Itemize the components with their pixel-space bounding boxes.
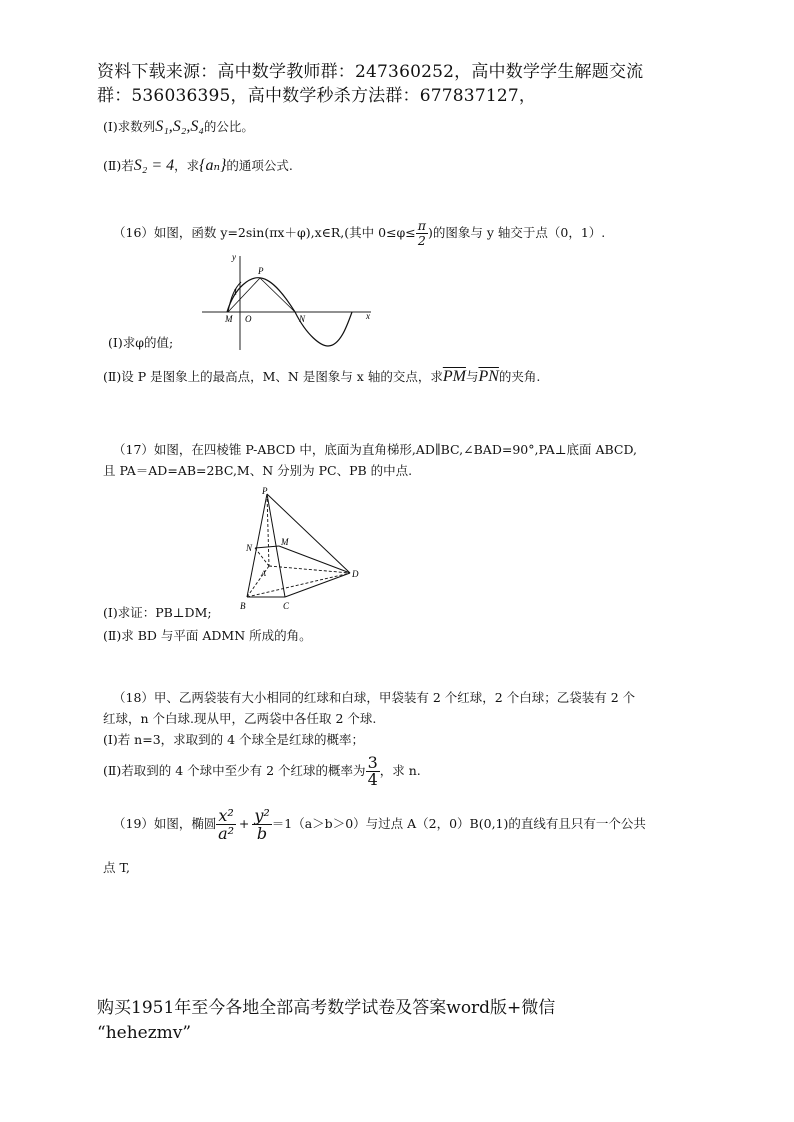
q19-stem: （19）如图，椭圆 $\frac{\text{x²}}{\text{a²}}$ + $\frac{\text{y²}}{b}$ ＝1（a＞b＞0）与过点 A（2，0）B(0,1)的直线有且只有一个公共	[113, 806, 646, 843]
cond-s2: S₂ = 4	[133, 157, 175, 174]
q19-stem-2: 点 T,	[103, 860, 130, 875]
q18-part2: (Ⅱ)若取到的 4 个球中至少有 2 个红球的概率为 $\frac{3}{4}$ ，求 n.	[103, 753, 421, 789]
graph-label-P: P	[258, 266, 264, 276]
q18-part1: (Ⅰ)若 n=3，求取到的 4 个球全是红球的概率；	[103, 732, 365, 747]
q18-frac: $\frac{3}{4}$	[367, 753, 378, 789]
footer-line-2: “hehezmv”	[97, 1023, 192, 1043]
graph-label-1: 1	[233, 287, 238, 297]
vector-pn: $\overline{PN}$	[478, 368, 499, 385]
header-line-2: 群：536036395，高中数学秒杀方法群：677837127，	[97, 86, 537, 106]
q16-part1: (Ⅰ)求φ的值;	[108, 335, 174, 350]
vector-pm: $\overline{PM}$	[442, 368, 466, 385]
q17-part1: (Ⅰ)求证：PB⊥DM;	[103, 605, 212, 620]
seq-s124: S₁,S₂,S₄	[155, 118, 204, 135]
q16-part2: (Ⅱ)设 P 是图象上的最高点，M、N 是图象与 x 轴的交点，求$\overline{PM}$与$\overline{PN}$的夹角.	[103, 368, 541, 385]
fig-label-P: P	[262, 486, 268, 496]
q17-part2: (Ⅱ)求 BD 与平面 ADMN 所成的角。	[103, 628, 312, 643]
fig-label-N: N	[246, 543, 253, 553]
graph-label-y: y	[232, 252, 236, 262]
q18-stem-1: （18）甲、乙两袋装有大小相同的红球和白球，甲袋装有 2 个红球，2 个白球；乙袋装有 2 个	[113, 690, 636, 705]
q17-stem-2: 且 PA＝AD=AB=2BC,M、N 分别为 PC、PB 的中点.	[103, 463, 413, 478]
q19-frac-y: $\frac{\text{y²}}{b}$	[254, 806, 270, 843]
pyramid-figure	[235, 484, 370, 614]
footer-line-1: 购买1951年至今各地全部高考数学试卷及答案word版+微信	[97, 998, 556, 1018]
q16-frac: $\frac{\pi}{2}$	[417, 218, 426, 248]
graph-label-x: x	[366, 311, 370, 321]
q16-stem: （16）如图，函数 y=2sin(πx＋φ),x∈R,(其中 0≤φ≤ $\frac{\pi}{2}$ )的图象与 y 轴交于点（0，1）.	[113, 218, 606, 248]
q19-frac-x: $\frac{\text{x²}}{\text{a²}}$	[218, 806, 235, 843]
q17-stem-1: （17）如图，在四棱锥 P-ABCD 中，底面为直角梯形,AD∥BC,∠BAD=90°,PA⊥底面 ABCD,	[113, 442, 638, 457]
fig-label-M: M	[281, 537, 289, 547]
fig-label-D: D	[352, 569, 359, 579]
fig-label-B: B	[240, 601, 246, 611]
sine-graph	[195, 246, 380, 354]
q15-part1: (Ⅰ)求数列S₁,S₂,S₄的公比。	[103, 118, 254, 135]
seq-an: {aₙ}	[199, 157, 227, 174]
graph-label-N: N	[299, 314, 306, 324]
graph-label-O: O	[245, 314, 252, 324]
graph-label-M: M	[225, 314, 233, 324]
q15-part2: (Ⅱ)若S₂ = 4，求{aₙ}的通项公式.	[103, 157, 293, 174]
fig-label-C: C	[283, 601, 290, 611]
fig-label-A: A	[261, 569, 266, 578]
header-line-1: 资料下载来源：高中数学教师群：247360252，高中数学学生解题交流	[97, 62, 644, 82]
q18-stem-2: 红球，n 个白球.现从甲，乙两袋中各任取 2 个球.	[103, 711, 377, 726]
